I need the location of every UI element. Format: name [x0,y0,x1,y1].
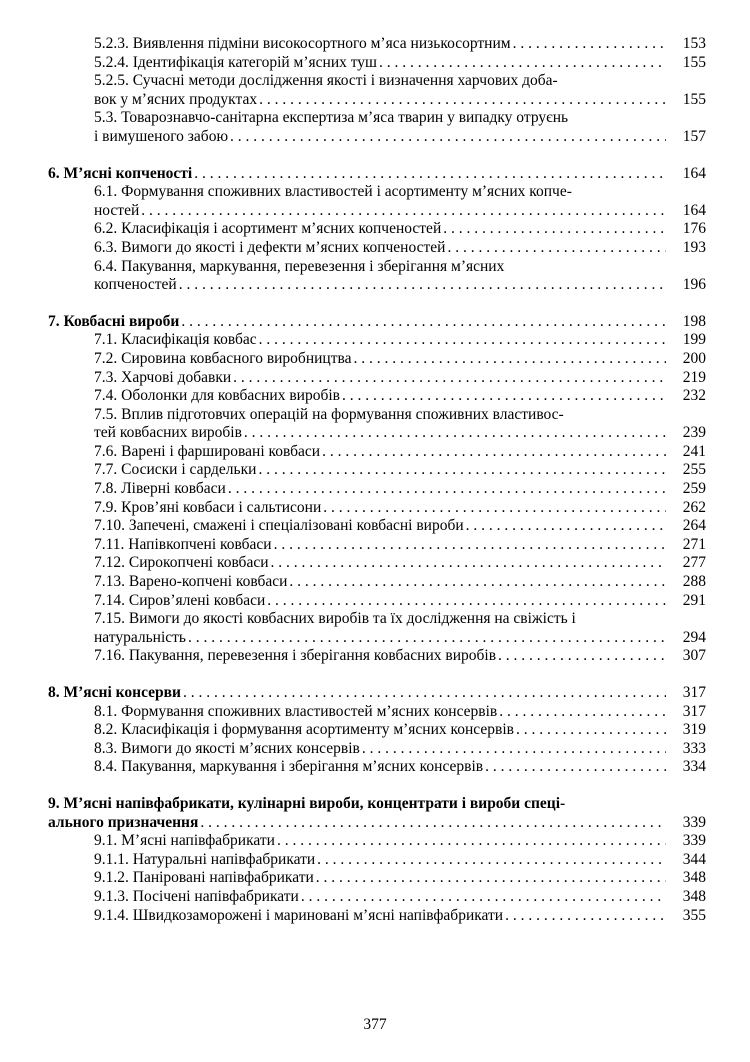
toc-entry[interactable] [48,499,706,518]
toc-entry-row [48,832,706,851]
toc-page-number: 333 [682,739,706,757]
dot-leader [447,239,666,258]
section-spacer [48,777,706,795]
toc-page-number: 339 [682,813,706,831]
dot-leader [443,220,666,239]
toc-entry-row [48,165,706,184]
toc-page-number: 334 [682,758,706,776]
dot-leader [316,869,666,888]
toc-entry-row [48,35,706,54]
toc-entry-title: 9.1.3. Посічені напівфабрикати [94,887,299,905]
toc-page-number: 344 [682,850,706,868]
toc-entry[interactable] [48,573,706,592]
toc-entry[interactable] [48,480,706,499]
toc-entry-title-line: 7.15. Вимоги до якості ковбасних виробів та їх дослідження на свіжість і [94,610,576,628]
toc-entry[interactable] [48,461,706,480]
toc-entry-row [48,740,706,759]
toc-entry[interactable] [48,350,706,369]
dot-leader [362,740,666,759]
toc-page-number: 155 [682,90,706,108]
toc-entry[interactable] [48,220,706,239]
toc-page-number: 153 [682,35,706,52]
dot-leader [230,128,666,147]
toc-page-number: 232 [682,387,706,405]
toc-entry-row [48,814,706,833]
toc-entry-row [48,721,706,740]
toc-entry[interactable] [48,369,706,388]
dot-leader [301,888,666,907]
dot-leader [277,832,666,851]
toc-page-number: 319 [682,721,706,739]
toc-entry[interactable] [48,517,706,536]
toc-chapter-entry[interactable] [48,684,706,703]
toc-page-number: 339 [682,832,706,850]
dot-leader [233,369,666,388]
toc-entry-title-line: 6.4. Пакування, маркування, перевезення і зберігання м’ясних [94,257,505,275]
toc-entry[interactable] [48,610,706,647]
toc-entry[interactable] [48,387,706,406]
toc-page-number: 239 [682,424,706,442]
toc-page-number: 355 [682,906,706,924]
toc-page-number: 277 [682,554,706,572]
toc-entry-row [48,573,706,592]
toc-entry-title: натуральність [94,628,186,646]
toc-entry-title: 7.1. Класифікація ковбас [94,331,257,349]
toc-entry-title: 7.10. Запечені, смажені і спеціалізовані ковбасні вироби [94,517,464,535]
dot-leader [499,703,666,722]
toc-entry[interactable] [48,72,706,109]
toc-entry-title: 6. М’ясні копченості [48,164,193,182]
toc-entry-title: 7.11. Напівкопчені ковбаси [94,535,272,553]
toc-entry-title: 7.3. Харчові добавки [94,368,232,386]
toc-entry-row [48,313,706,332]
toc-entry[interactable] [48,331,706,350]
toc-entry[interactable] [48,554,706,573]
toc-entry-title: 7.9. Кров’яні ковбаси і сальтисони [94,498,322,516]
toc-entry-title: 8.4. Пакування, маркування і зберігання м’ясних консервів [94,758,484,776]
dot-leader [271,554,667,573]
toc-entry-title-line: 9. М’ясні напівфабрикати, кулінарні вироби, концентрати і вироби спеці- [48,794,566,812]
toc-entry-row [48,424,706,443]
toc-entry-title: тей ковбасних виробів [94,424,242,442]
toc-page-number: 196 [682,276,706,294]
toc-entry-row [48,220,706,239]
toc-entry-row [48,517,706,536]
toc-entry[interactable] [48,35,706,54]
toc-entry-title: 7.2. Сировина ковбасного виробництва [94,349,352,367]
toc-entry-row [48,387,706,406]
section-spacer [48,147,706,165]
toc-page-number: 193 [682,238,706,256]
toc-entry-row [48,480,706,499]
toc-page-number: 348 [682,869,706,887]
toc-entry[interactable] [48,406,706,443]
toc-entry-row [48,350,706,369]
dot-leader [228,480,666,499]
toc-page-number: 317 [682,684,706,701]
toc-entry-row [48,91,706,110]
toc-page-number: 291 [682,591,706,609]
dot-leader [485,758,666,777]
dot-leader [267,592,666,611]
toc-page-number: 176 [682,220,706,238]
dot-leader [188,629,666,648]
toc-entry-title: ностей [94,201,140,219]
dot-leader [141,202,666,221]
toc-entry-title: 7.8. Ліверні ковбаси [94,480,226,498]
toc-entry-title: ального призначення [48,813,199,831]
toc-entry-title: 5.2.3. Виявлення підміни високосортного м’яса низькосортним [94,35,511,52]
page-number: 377 [363,1016,387,1033]
toc-page-number: 271 [682,535,706,553]
toc-entry[interactable] [48,183,706,220]
toc-entry[interactable] [48,832,706,851]
dot-leader [289,573,666,592]
toc-entry-title: 7. Ковбасні вироби [48,312,180,330]
toc-entry[interactable] [48,703,706,722]
dot-leader [259,91,666,110]
toc-entry-title: 7.14. Сиров’ялені ковбаси [94,591,266,609]
dot-leader [317,851,666,870]
toc-entry-row [48,128,706,147]
toc-entry[interactable] [48,647,706,666]
dot-leader [194,165,666,184]
toc-entry[interactable] [48,239,706,258]
toc-page-number: 262 [682,498,706,516]
toc-entry-title: 9.1.2. Паніровані напівфабрикати [94,869,314,887]
toc-entry-title: 7.7. Сосиски і сардельки [94,461,257,479]
toc-page-number: 199 [682,331,706,349]
toc-page-number: 317 [682,702,706,720]
toc-entry-row [48,331,706,350]
toc-entry-title-line: 5.2.5. Сучасні методи дослідження якості і визначення харчових доба- [94,72,558,90]
toc-entry-row [48,703,706,722]
toc-entry[interactable] [48,851,706,870]
dot-leader [183,684,666,703]
toc-entry-row [48,461,706,480]
toc-entry-row [48,907,706,926]
toc-entry-title: вок у м’ясних продуктах [94,90,258,108]
toc-entry[interactable] [48,721,706,740]
dot-leader [323,499,666,518]
toc-page-number: 164 [682,164,706,182]
toc-entry-title: 7.4. Оболонки для ковбасних виробів [94,387,340,405]
toc-entry-row [48,888,706,907]
dot-leader [322,443,666,462]
toc-entry[interactable] [48,592,706,611]
toc-entry-title: 7.16. Пакування, перевезення і зберігання ковбасних виробів [94,647,497,665]
toc-entry-row [48,629,706,648]
dot-leader [379,54,666,73]
dot-leader [258,461,666,480]
toc-page-number: 155 [682,53,706,71]
toc-entry[interactable] [48,54,706,73]
toc-entry-title-line: 5.3. Товарознавчо-санітарна експертиза м’яса тварин у випадку отруєнь [94,109,569,127]
toc-entry-row [48,54,706,73]
dot-leader [513,35,666,54]
toc-entry[interactable] [48,258,706,295]
toc-entry-title: 8.1. Формування споживних властивостей м’ясних консервів [94,702,498,720]
toc-page-number: 348 [682,887,706,905]
toc-entry[interactable] [48,536,706,555]
toc-page-number: 241 [682,442,706,460]
dot-leader [244,424,666,443]
toc-entry-title: 7.13. Варено-копчені ковбаси [94,573,288,591]
toc-entry-title: 8.2. Класифікація і формування асортименту м’ясних консервів [94,721,514,739]
dot-leader [259,331,666,350]
section-spacer [48,295,706,313]
toc-entry-row [48,443,706,462]
toc-entry-row [48,684,706,703]
dot-leader [274,536,666,555]
dot-leader [181,313,666,332]
toc-entry-title: копченостей [94,276,177,294]
toc-page-number: 288 [682,573,706,591]
dot-leader [353,350,666,369]
toc-entry-title-line: 7.5. Вплив підготовчих операцій на формування споживних властивос- [94,405,564,423]
toc-entry[interactable] [48,109,706,146]
toc-entry-row [48,276,706,295]
dot-leader [200,814,666,833]
table-of-contents [48,35,706,925]
toc-entry-row [48,758,706,777]
toc-page-number: 219 [682,368,706,386]
toc-page-number: 157 [682,127,706,145]
toc-entry[interactable] [48,758,706,777]
toc-entry-row [48,592,706,611]
toc-page-number: 259 [682,480,706,498]
dot-leader [498,647,666,666]
toc-entry-row [48,369,706,388]
toc-entry[interactable] [48,907,706,926]
toc-entry-title-line: 6.1. Формування споживних властивостей і асортименту м’ясних копче- [94,183,572,201]
dot-leader [466,517,666,536]
dot-leader [179,276,666,295]
toc-entry[interactable] [48,869,706,888]
toc-entry-title: 5.2.4. Ідентифікація категорій м’ясних туш [94,53,377,71]
toc-entry-title: і вимушеного забою [94,127,229,145]
dot-leader [342,387,666,406]
toc-entry-title: 7.6. Варені і фаршировані ковбаси [94,442,321,460]
toc-entry-title: 9.1.4. Швидкозаморожені і мариновані м’ясні напівфабрикати [94,906,504,924]
toc-page-number: 294 [682,628,706,646]
toc-entry-row [48,239,706,258]
toc-entry-title: 9.1. М’ясні напівфабрикати [94,832,275,850]
toc-entry-row [48,869,706,888]
section-spacer [48,666,706,684]
toc-entry-title: 6.3. Вимоги до якості і дефекти м’ясних копченостей [94,238,446,256]
toc-chapter-entry[interactable] [48,313,706,332]
toc-page-number: 200 [682,349,706,367]
toc-page-number: 264 [682,517,706,535]
toc-entry-title: 8.3. Вимоги до якості м’ясних консервів [94,739,360,757]
toc-page-number: 307 [682,647,706,665]
toc-entry-row [48,536,706,555]
toc-entry-row [48,499,706,518]
toc-chapter-entry[interactable] [48,165,706,184]
toc-page-number: 164 [682,201,706,219]
toc-entry-title: 6.2. Класифікація і асортимент м’ясних копченостей [94,220,442,238]
toc-entry-title: 7.12. Сирокопчені ковбаси [94,554,269,572]
toc-entry[interactable] [48,888,706,907]
toc-entry-row [48,647,706,666]
toc-chapter-entry[interactable] [48,795,706,832]
dot-leader [516,721,666,740]
toc-page-number: 255 [682,461,706,479]
toc-entry-row [48,202,706,221]
toc-entry-row [48,851,706,870]
toc-entry[interactable] [48,443,706,462]
dot-leader [505,907,666,926]
toc-entry-title: 8. М’ясні консерви [48,684,181,701]
toc-entry-row [48,554,706,573]
toc-page-number: 198 [682,312,706,330]
toc-entry-title: 9.1.1. Натуральні напівфабрикати [94,850,316,868]
toc-entry[interactable] [48,740,706,759]
